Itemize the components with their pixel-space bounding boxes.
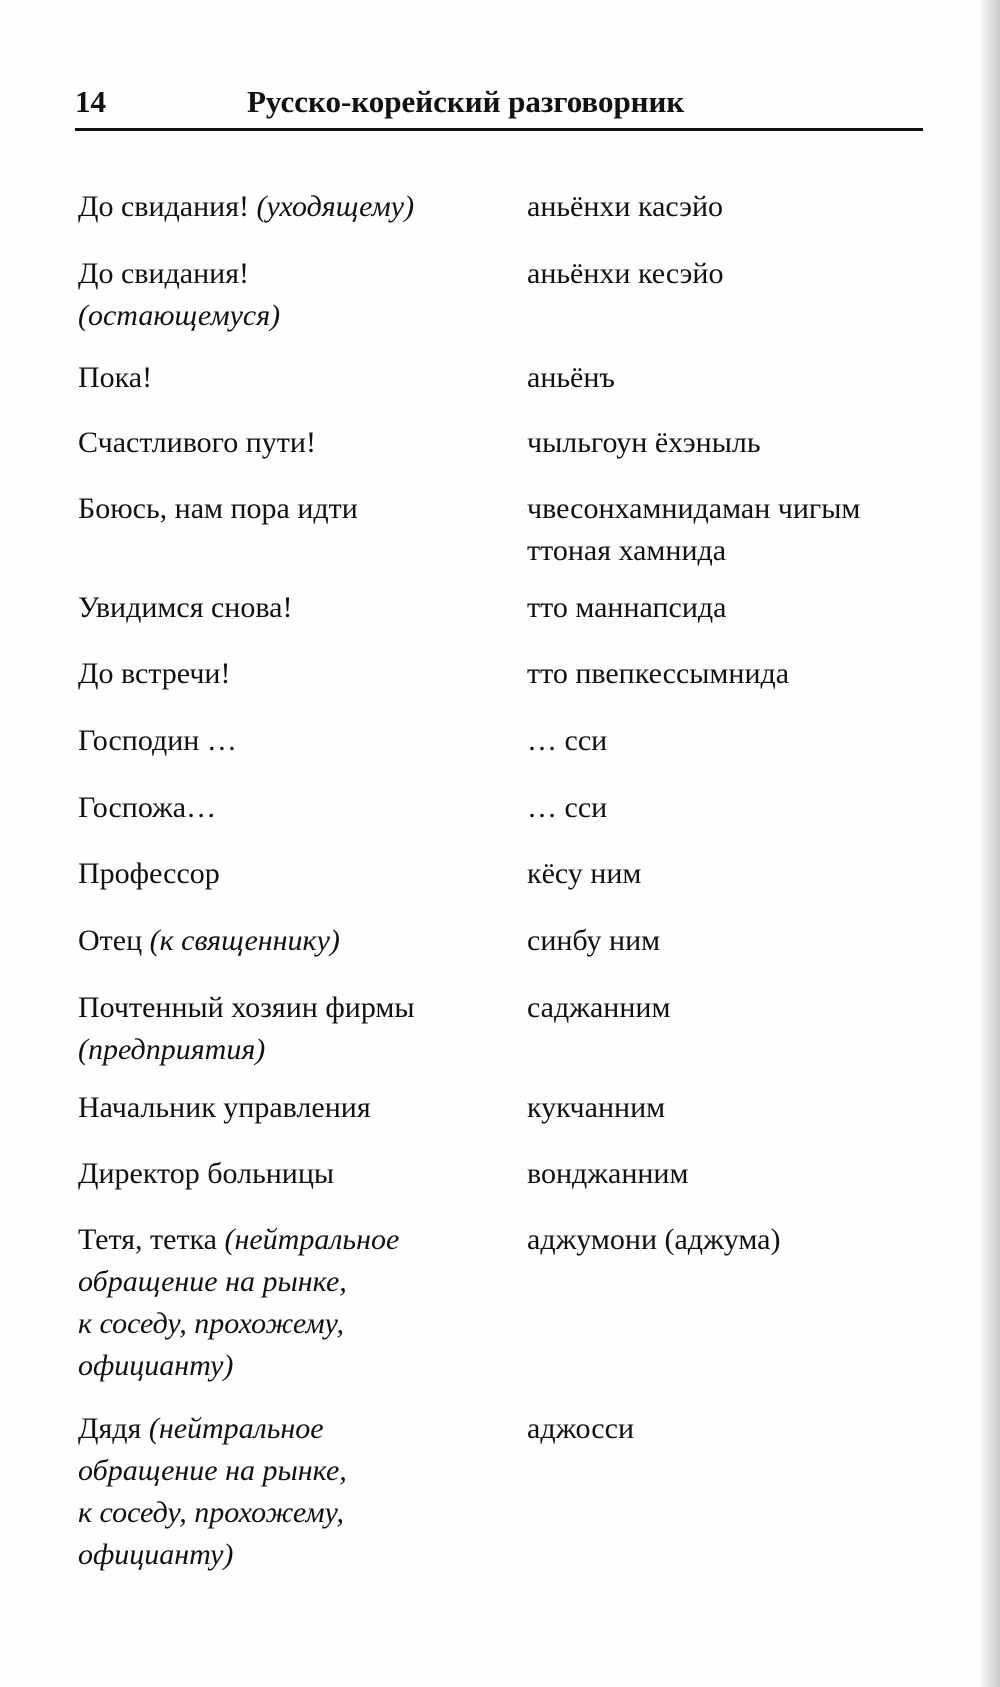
korean-transliteration: чыльгоун ёхэныль — [527, 426, 761, 459]
usage-note-line: официанту) — [78, 1538, 234, 1571]
usage-note-line: к соседу, прохожему, — [78, 1307, 344, 1340]
korean-transliteration: чвесонхамнидаман чигым ттоная хамнида — [527, 492, 861, 567]
russian-phrase: До встречи! — [78, 657, 231, 690]
russian-phrase: Тетя, тетка (нейтральное обращение на рынке, к соседу, прохожему, официанту) — [78, 1219, 508, 1387]
usage-note-line: обращение на рынке, — [78, 1454, 347, 1487]
russian-phrase: Директор больницы — [78, 1157, 335, 1190]
book-title: Русско-корейский разговорник — [247, 84, 685, 119]
russian-phrase: До свидания! (уходящему) — [78, 190, 415, 223]
russian-phrase: Господин … — [78, 724, 237, 757]
korean-transliteration: аджосси — [527, 1412, 634, 1445]
usage-note: (нейтральное — [224, 1223, 400, 1256]
russian-phrase: Отец (к священнику) — [78, 924, 340, 957]
usage-note: (предприятия) — [78, 1033, 266, 1066]
usage-note-line: обращение на рынке, — [78, 1265, 347, 1298]
korean-transliteration: синбу ним — [527, 924, 661, 957]
russian-phrase: Боюсь, нам пора идти — [78, 492, 358, 525]
page-number: 14 — [75, 84, 106, 119]
usage-note: (остающемуся) — [78, 299, 281, 332]
usage-note-line: официанту) — [78, 1349, 234, 1382]
usage-note-line: к соседу, прохожему, — [78, 1496, 344, 1529]
korean-transliteration: аньёнхи кесэйо — [527, 257, 724, 290]
korean-transliteration: … сси — [527, 791, 608, 824]
header-rule — [75, 128, 923, 131]
page-header — [75, 80, 923, 130]
russian-phrase: Начальник управления — [78, 1091, 371, 1124]
korean-transliteration: аньёнхи касэйо — [527, 190, 724, 223]
korean-transliteration: аджумони (аджума) — [527, 1223, 781, 1256]
korean-transliteration: кёсу ним — [527, 857, 642, 890]
korean-transliteration: … сси — [527, 724, 608, 757]
russian-phrase: Почтенный хозяин фирмы (предприятия) — [78, 987, 508, 1071]
russian-phrase: Пока! — [78, 361, 153, 394]
russian-phrase: Счастливого пути! — [78, 426, 316, 459]
scan-page-edge — [978, 0, 1000, 1687]
russian-phrase: До свидания! (остающемуся) — [78, 253, 508, 337]
russian-phrase: Дядя (нейтральное обращение на рынке, к соседу, прохожему, официанту) — [78, 1408, 508, 1576]
russian-phrase: Госпожа… — [78, 791, 217, 824]
korean-transliteration: вонджанним — [527, 1157, 689, 1190]
korean-transliteration: тто пвепкессымнида — [527, 657, 790, 690]
korean-transliteration: саджанним — [527, 991, 671, 1024]
korean-transliteration: кукчанним — [527, 1091, 666, 1124]
korean-transliteration: аньёнъ — [527, 361, 615, 394]
usage-note: (уходящему) — [256, 190, 415, 223]
usage-note: (к священнику) — [149, 924, 340, 957]
usage-note: (нейтральное — [148, 1412, 324, 1445]
russian-phrase: Увидимся снова! — [78, 591, 293, 624]
korean-transliteration: тто маннапсида — [527, 591, 727, 624]
russian-phrase: Профессор — [78, 857, 220, 890]
